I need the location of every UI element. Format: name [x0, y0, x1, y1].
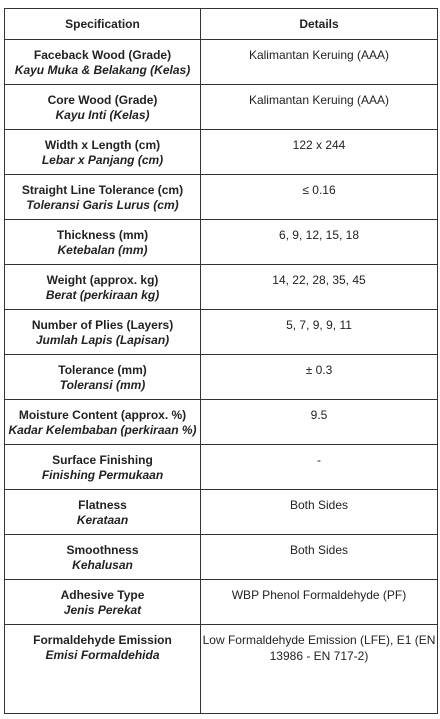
spec-name-indonesian: Berat (perkiraan kg): [45, 287, 160, 302]
table-row: [5, 130, 438, 175]
specification-cell: [5, 85, 201, 130]
spec-name-indonesian: Jenis Perekat: [63, 602, 142, 617]
spec-name-indonesian: Kayu Inti (Kelas): [55, 107, 150, 122]
details-value: WBP Phenol Formaldehyde (PF): [231, 588, 407, 602]
spec-name-english: Formaldehyde Emission: [33, 633, 172, 647]
details-cell: [201, 580, 438, 625]
details-cell: [201, 445, 438, 490]
details-cell: [201, 400, 438, 445]
details-cell: [201, 535, 438, 580]
details-value: Low Formaldehyde Emission (LFE), E1 (EN 13986 - EN 717-2): [202, 633, 436, 663]
spec-name-english: Weight (approx. kg): [46, 273, 159, 287]
spec-name-english: Tolerance (mm): [58, 363, 147, 377]
table-row: [5, 625, 438, 714]
spec-name-indonesian: Kehalusan: [72, 557, 133, 572]
details-value: 9.5: [310, 408, 328, 422]
spec-name-english: Smoothness: [66, 543, 139, 557]
details-cell: [201, 85, 438, 130]
details-cell: [201, 625, 438, 714]
spec-name-english: Flatness: [78, 498, 127, 512]
spec-name-indonesian: Finishing Permukaan: [41, 467, 164, 482]
table-row: [5, 265, 438, 310]
details-value: Kalimantan Keruing (AAA): [248, 93, 390, 107]
specification-cell: [5, 220, 201, 265]
spec-name-indonesian: Toleransi Garis Lurus (cm): [26, 197, 179, 212]
details-value: 5, 7, 9, 9, 11: [286, 318, 352, 332]
table-header-row: [5, 9, 438, 40]
spec-name-english: Number of Plies (Layers): [31, 318, 174, 332]
spec-name-english: Straight Line Tolerance (cm): [21, 183, 184, 197]
specification-cell: [5, 355, 201, 400]
spec-name-indonesian: Kadar Kelembaban (perkiraan %): [8, 422, 197, 437]
specification-table: [4, 8, 438, 714]
details-value: 122 x 244: [292, 138, 346, 152]
details-cell: [201, 130, 438, 175]
details-cell: [201, 40, 438, 85]
table-row: [5, 85, 438, 130]
details-value: Both Sides: [289, 498, 349, 512]
specification-cell: [5, 400, 201, 445]
spec-name-english: Adhesive Type: [60, 588, 145, 602]
table-row: [5, 220, 438, 265]
details-cell: [201, 490, 438, 535]
details-value: 6, 9, 12, 15, 18: [278, 228, 360, 242]
details-cell: [201, 220, 438, 265]
details-cell: [201, 265, 438, 310]
specification-cell: [5, 535, 201, 580]
spec-name-indonesian: Toleransi (mm): [59, 377, 146, 392]
details-value: ≤ 0.16: [302, 183, 336, 197]
spec-name-indonesian: Ketebalan (mm): [57, 242, 148, 257]
details-value: ± 0.3: [305, 363, 333, 377]
specification-cell: [5, 265, 201, 310]
specification-cell: [5, 490, 201, 535]
specification-cell: [5, 580, 201, 625]
spec-name-english: Moisture Content (approx. %): [18, 408, 187, 422]
specification-cell: [5, 310, 201, 355]
specification-cell: [5, 625, 201, 714]
details-value: Kalimantan Keruing (AAA): [248, 48, 390, 62]
specification-cell: [5, 175, 201, 220]
table-row: [5, 40, 438, 85]
spec-name-indonesian: Kerataan: [76, 512, 129, 527]
table-row: [5, 490, 438, 535]
header-details: Details: [201, 9, 438, 40]
details-value: Both Sides: [289, 543, 349, 557]
table-row: [5, 445, 438, 490]
table-row: [5, 310, 438, 355]
table-row: [5, 355, 438, 400]
details-cell: [201, 175, 438, 220]
details-cell: [201, 355, 438, 400]
table-row: [5, 535, 438, 580]
details-value: 14, 22, 28, 35, 45: [272, 273, 366, 287]
specification-cell: [5, 130, 201, 175]
table-row: [5, 580, 438, 625]
details-cell: [201, 310, 438, 355]
spec-name-indonesian: Kayu Muka & Belakang (Kelas): [14, 62, 191, 77]
spec-name-english: Core Wood (Grade): [47, 93, 158, 107]
spec-name-indonesian: Lebar x Panjang (cm): [41, 152, 164, 167]
table-body: [5, 40, 438, 714]
header-specification: Specification: [5, 9, 201, 40]
specification-cell: [5, 40, 201, 85]
spec-name-indonesian: Emisi Formaldehida: [45, 647, 160, 662]
spec-name-indonesian: Jumlah Lapis (Lapisan): [35, 332, 170, 347]
spec-name-english: Thickness (mm): [56, 228, 149, 242]
table-row: [5, 175, 438, 220]
spec-name-english: Width x Length (cm): [44, 138, 161, 152]
table-row: [5, 400, 438, 445]
spec-name-english: Faceback Wood (Grade): [33, 48, 172, 62]
specification-cell: [5, 445, 201, 490]
details-value: -: [317, 453, 321, 467]
spec-name-english: Surface Finishing: [52, 453, 153, 467]
